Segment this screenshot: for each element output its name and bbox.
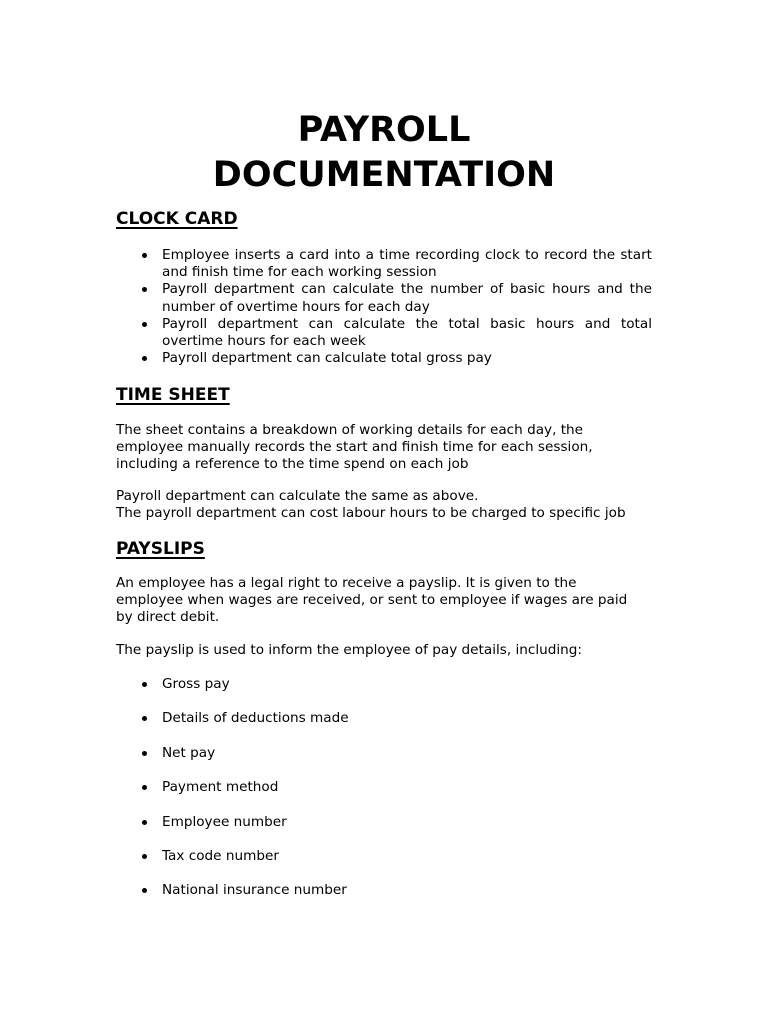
paragraph-line: An employee has a legal right to receive a payslip. It is given to the <box>116 575 577 591</box>
paragraph-line: The sheet contains a breakdown of working details for each day, the <box>116 422 584 438</box>
list-item: Payroll department can calculate the number of basic hours and the number of overtime hours for each day <box>116 281 652 315</box>
paragraph-line: by direct debit. <box>116 609 220 626</box>
paragraph-line: The payroll department can cost labour hours to be charged to specific job <box>116 505 626 522</box>
time-sheet-paragraph-1 <box>116 422 656 474</box>
list-item: National insurance number <box>116 882 652 916</box>
payslips-heading: PAYSLIPS <box>116 539 205 559</box>
page-title <box>116 108 652 198</box>
clock-card-list <box>116 247 652 367</box>
title-line-1: PAYROLL <box>297 110 471 150</box>
paragraph-line: Payroll department can calculate the same as above. <box>116 488 479 504</box>
clock-card-heading: CLOCK CARD <box>116 209 238 229</box>
list-item: Gross pay <box>116 676 652 710</box>
list-item: Payroll department can calculate total gross pay <box>116 350 652 367</box>
time-sheet-heading: TIME SHEET <box>116 385 230 405</box>
list-item: Tax code number <box>116 848 652 882</box>
payslips-paragraph-2: The payslip is used to inform the employee of pay details, including: <box>116 642 582 658</box>
list-item: Employee inserts a card into a time recording clock to record the start and finish time for each working session <box>116 247 652 281</box>
list-item: Net pay <box>116 745 652 779</box>
time-sheet-paragraph-2 <box>116 488 656 522</box>
paragraph-line: employee when wages are received, or sent to employee if wages are paid <box>116 592 628 609</box>
list-item: Payroll department can calculate the total basic hours and total overtime hours for each week <box>116 316 652 350</box>
payslips-paragraph-1 <box>116 575 656 627</box>
list-item: Employee number <box>116 814 652 848</box>
payslip-details-list <box>116 676 652 917</box>
paragraph-line: employee manually records the start and finish time for each session, <box>116 439 593 456</box>
list-item: Payment method <box>116 779 652 813</box>
paragraph-line: including a reference to the time spend on each job <box>116 456 469 473</box>
title-line-2: DOCUMENTATION <box>212 155 556 195</box>
list-item: Details of deductions made <box>116 710 652 744</box>
